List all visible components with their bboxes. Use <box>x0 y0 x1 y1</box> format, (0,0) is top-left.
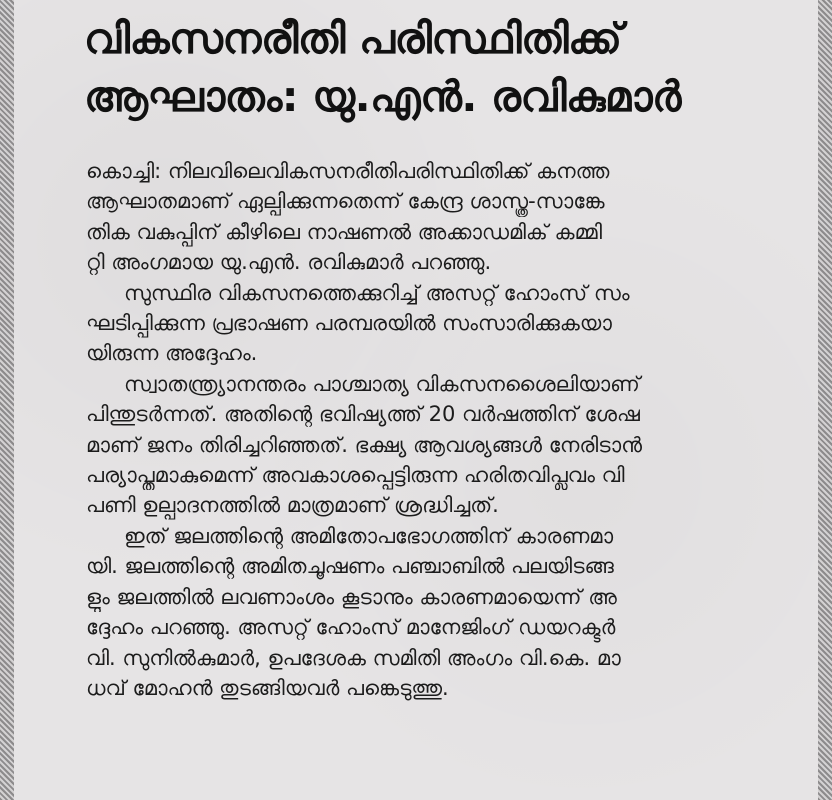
paragraph-4-line-3: ളും ജലത്തിൽ ലവണാംശം കൂടാനും കാരണമായെന്ന് അ <box>86 584 617 609</box>
paragraph-2 <box>86 278 752 369</box>
paragraph-4-line-6: ധവ് മോഹൻ തുടങ്ങിയവർ പങ്കെടുത്തു. <box>86 675 449 700</box>
paragraph-3-line-4: പര്യാപ്തമാകുമെന്ന് അവകാശപ്പെട്ടിരുന്ന ഹരിതവിപ്ലവം വി <box>86 463 625 488</box>
paragraph-1 <box>86 156 752 278</box>
paragraph-1-line-3: തിക വകുപ്പിന് കീഴിലെ നാഷണൽ അക്കാഡമിക് കമ്മി <box>86 219 603 244</box>
left-edge-border <box>0 0 14 800</box>
paragraph-1-line-4: റ്റി അംഗമായ യു.എൻ. രവികുമാർ പറഞ്ഞു. <box>86 250 492 275</box>
paragraph-3-line-2: പിന്തുടർന്നത്. അതിന്റെ ഭവിഷ്യത്ത് 20 വർഷത്തിന് ശേഷ <box>86 402 640 427</box>
headline-line-2: ആഘാതം: യു.എൻ. രവികുമാർ <box>84 72 681 121</box>
paragraph-2-line-3: യിരുന്ന അദ്ദേഹം. <box>86 341 258 366</box>
paragraph-3-line-5: പണി ഉല്പാദനത്തിൽ മാത്രമാണ് ശ്രദ്ധിച്ചത്. <box>86 493 499 518</box>
paragraph-3-line-3: മാണ് ജനം തിരിച്ചറിഞ്ഞത്. ഭക്ഷ്യ ആവശ്യങ്ങൾ നേരിടാൻ <box>86 432 643 457</box>
headline-line-1: വികസനരീതി പരിസ്ഥിതിക്ക് <box>84 14 622 63</box>
paragraph-2-line-2: ഘടിപ്പിക്കുന്ന പ്രഭാഷണ പരമ്പരയിൽ സംസാരിക്കുകയാ <box>86 311 612 336</box>
paragraph-2-line-1: സുസ്ഥിര വികസനത്തെക്കുറിച്ച് അസറ്റ് ഹോംസ് സം <box>124 280 630 305</box>
paragraph-4-line-5: വി. സുനിൽകുമാർ, ഉപദേശക സമിതി അംഗം വി.കെ. മാ <box>86 645 621 670</box>
paragraph-4 <box>86 521 752 703</box>
paragraph-3-line-1: സ്വാതന്ത്ര്യാനന്തരം പാശ്ചാത്യ വികസനശൈലിയാണ് <box>124 371 640 396</box>
paragraph-1-line-2: ആഘാതമാണ് ഏല്പിക്കുന്നതെന്ന് കേന്ദ്ര ശാസ്ത്ര-സാങ്കേ <box>86 189 605 214</box>
right-edge-border <box>818 0 832 800</box>
paragraph-4-line-4: ദ്ദേഹം പറഞ്ഞു. അസറ്റ് ഹോംസ് മാനേജിംഗ് ഡയറക്ടർ <box>86 615 616 640</box>
paragraph-1-line-1: കൊച്ചി: നിലവിലെവികസനരീതിപരിസ്ഥിതിക്ക് കനത്ത <box>86 159 610 183</box>
paragraph-4-line-2: യി. ജലത്തിന്റെ അമിതചൂഷണം പഞ്ചാബിൽ പലയിടങ്ങ <box>86 554 614 579</box>
article-body <box>86 156 752 703</box>
paragraph-4-line-1: ഇത് ജലത്തിന്റെ അമിതോപഭോഗത്തിന് കാരണമാ <box>124 523 614 548</box>
headline <box>84 10 724 126</box>
paragraph-3 <box>86 369 752 521</box>
